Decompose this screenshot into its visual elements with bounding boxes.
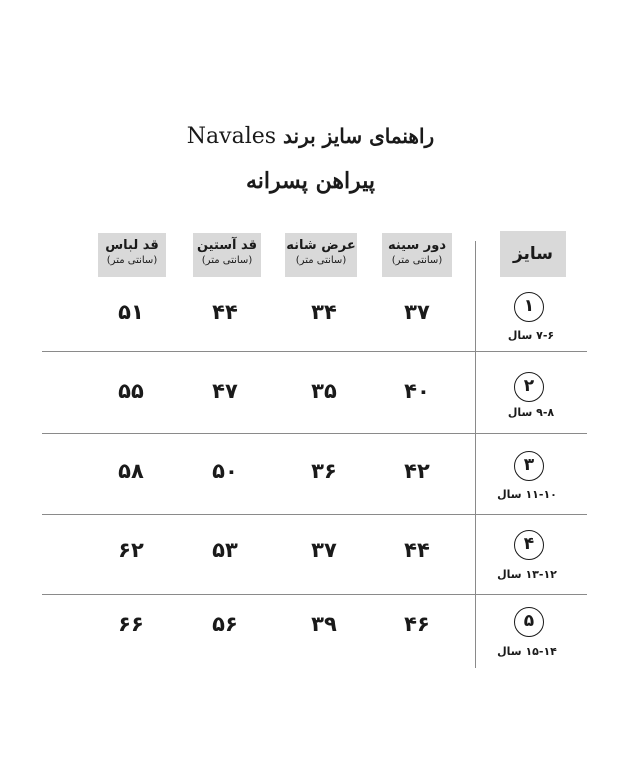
- chest-value: ۳۷: [404, 300, 430, 324]
- age-range-label: ۱۳-۱۲ سال: [497, 568, 557, 581]
- age-range-label: ۹-۸ سال: [507, 406, 555, 419]
- age-range-label: ۱۱-۱۰ سال: [497, 488, 557, 501]
- garment-length-value: ۵۵: [118, 379, 144, 403]
- column-header-unit: (سانتی متر): [391, 255, 443, 266]
- shoulder-width-value: ۳۹: [311, 612, 337, 636]
- size-number-badge: ۵: [514, 607, 544, 637]
- sleeve-length-value: ۵۳: [212, 538, 238, 562]
- column-header-label: عرض شانه: [286, 238, 356, 253]
- chest-value: ۴۲: [404, 459, 430, 483]
- age-range-label: ۱۵-۱۴ سال: [497, 645, 557, 658]
- title-prefix: راهنمای سایز برند: [283, 124, 435, 148]
- garment-length-value: ۵۱: [118, 300, 144, 324]
- column-header-label: قد آستین: [196, 238, 258, 253]
- size-number-badge: ۴: [514, 530, 544, 560]
- chest-value: ۴۶: [404, 612, 430, 636]
- shoulder-width-value: ۳۶: [311, 459, 337, 483]
- row-divider: [42, 514, 587, 515]
- sleeve-length-value: ۵۰: [212, 459, 238, 483]
- shoulder-width-value: ۳۵: [311, 379, 337, 403]
- column-divider: [475, 241, 476, 668]
- size-number-badge: ۱: [514, 292, 544, 322]
- column-header-shoulder-width: [285, 233, 357, 277]
- shoulder-width-value: ۳۴: [311, 300, 337, 324]
- row-divider: [42, 351, 587, 352]
- column-header-unit: (سانتی متر): [106, 255, 158, 266]
- product-title: پیراهن پسرانه: [246, 168, 375, 194]
- chart-title: [0, 124, 621, 149]
- column-header-label: دور سینه: [387, 238, 447, 253]
- garment-length-value: ۶۲: [118, 538, 144, 562]
- column-header-garment-length: [98, 233, 166, 277]
- brand-name: Navales: [186, 124, 277, 149]
- chest-value: ۴۰: [404, 379, 430, 403]
- column-header-sleeve-length: [193, 233, 261, 277]
- garment-length-value: ۶۶: [118, 612, 144, 636]
- age-range-label: ۷-۶ سال: [507, 329, 555, 342]
- row-divider: [42, 433, 587, 434]
- sleeve-length-value: ۴۴: [212, 300, 238, 324]
- sleeve-length-value: ۵۶: [212, 612, 238, 636]
- column-header-unit: (سانتی متر): [201, 255, 253, 266]
- column-header-size: سایز: [500, 231, 566, 277]
- garment-length-value: ۵۸: [118, 459, 144, 483]
- size-number-badge: ۳: [514, 451, 544, 481]
- column-header-unit: (سانتی متر): [295, 255, 347, 266]
- sleeve-length-value: ۴۷: [212, 379, 238, 403]
- shoulder-width-value: ۳۷: [311, 538, 337, 562]
- row-divider: [42, 594, 587, 595]
- size-number-badge: ۲: [514, 372, 544, 402]
- column-header-label: قد لباس: [105, 238, 159, 253]
- column-header-chest-circumference: [382, 233, 452, 277]
- chest-value: ۴۴: [404, 538, 430, 562]
